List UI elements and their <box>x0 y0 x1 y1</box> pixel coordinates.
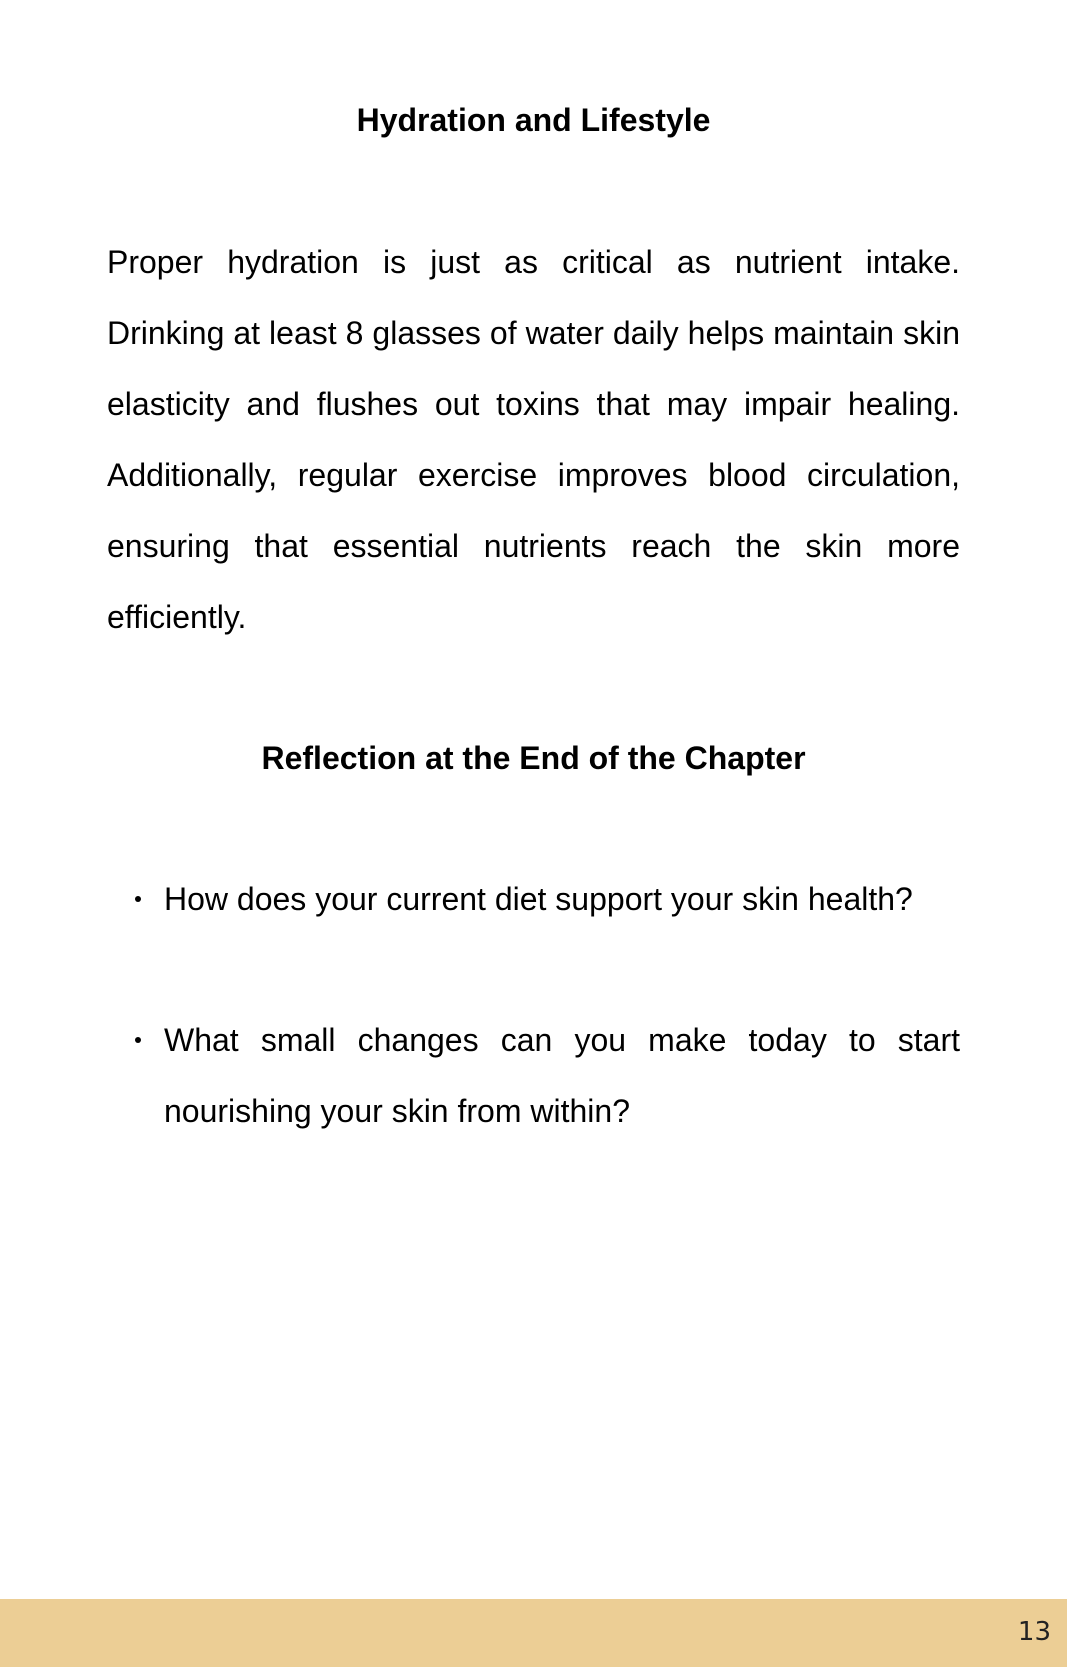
body-paragraph: Proper hydration is just as critical as nutrient intake. Drinking at least 8 glasses of water daily helps maintain skin elasticity and flushes out toxins that may impair healing. Additionally, regular exercise improves blood circulation, ensuring that essential nutrients reach the skin more efficiently. <box>107 244 960 635</box>
list-item <box>107 864 960 935</box>
page-number: 13 <box>1017 1617 1051 1647</box>
list-item-text: How does your current diet support your skin health? <box>164 881 913 917</box>
footer-bar <box>0 1599 1067 1667</box>
section-heading-hydration: Hydration and Lifestyle <box>356 102 711 138</box>
reflection-list <box>107 864 960 1217</box>
bullet-icon <box>135 896 141 902</box>
list-item-text: What small changes can you make today to start nourishing your skin from within? <box>164 1022 960 1129</box>
section-heading-reflection: Reflection at the End of the Chapter <box>261 740 806 776</box>
list-item <box>107 1005 960 1147</box>
bullet-icon <box>135 1037 141 1043</box>
